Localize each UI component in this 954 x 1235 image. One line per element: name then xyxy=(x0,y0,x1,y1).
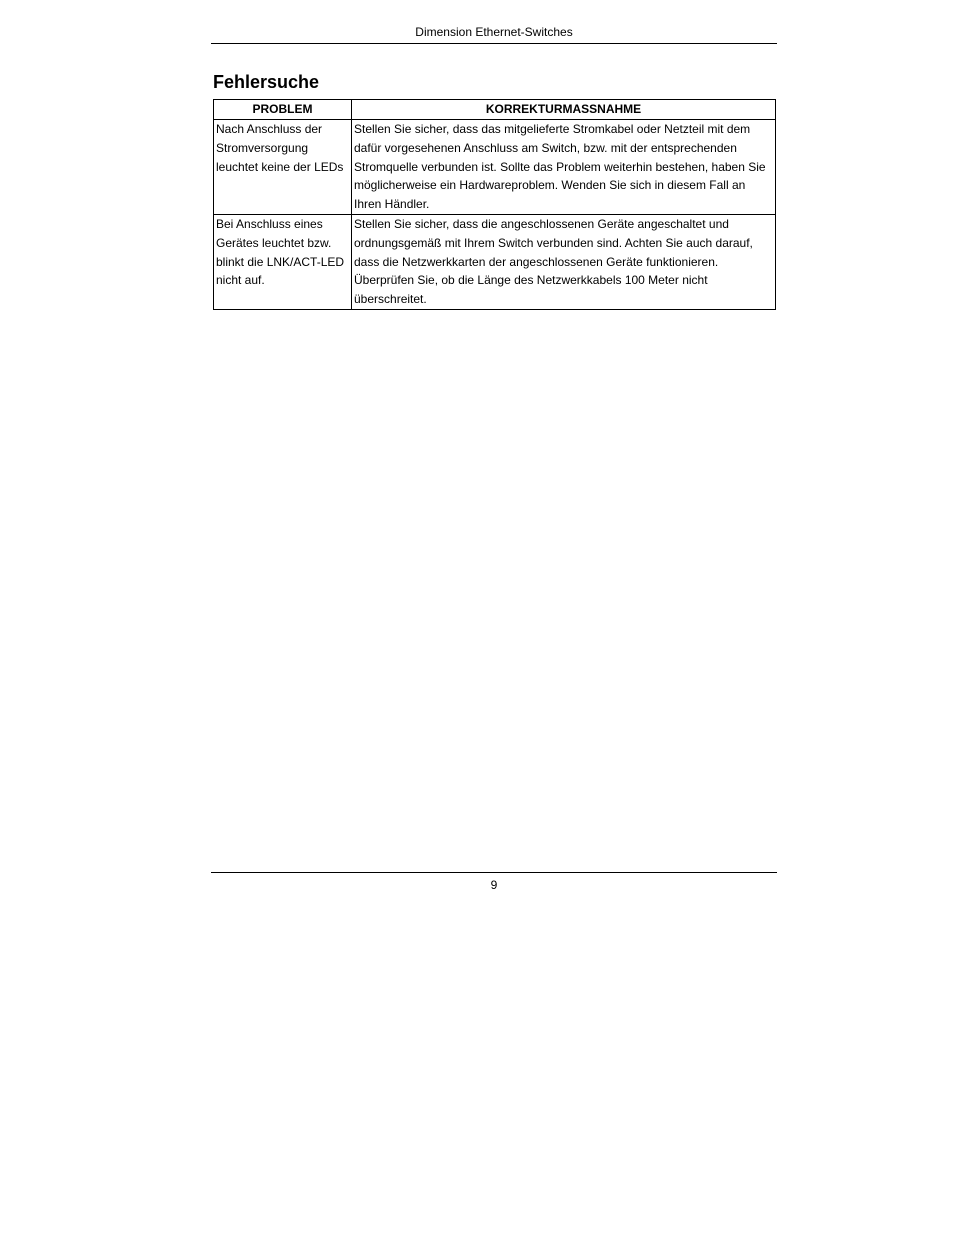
fix-cell: Stellen Sie sicher, dass die angeschlossenen Geräte angeschaltet und ordnungsgemäß mit Ihrem Switch verbunden sind. Achten Sie auch darauf, dass die Netzwerkkarten der angeschlossenen Geräte funktionieren. Überprüfen Sie, ob die Länge des Netzwerkkabels 100 Meter nicht überschreitet. xyxy=(352,214,776,309)
table-header-row xyxy=(214,100,776,120)
fix-cell: Stellen Sie sicher, dass das mitgelieferte Stromkabel oder Netzteil mit dem dafür vorgesehenen Anschluss am Switch, bzw. mit der entsprechenden Stromquelle verbunden ist. Sollte das Problem weiterhin bestehen, haben Sie möglicherweise ein Hardwareproblem. Wenden Sie sich in diesem Fall an Ihren Händler. xyxy=(352,120,776,215)
problem-cell: Bei Anschluss eines Gerätes leuchtet bzw. blinkt die LNK/ACT-LED nicht auf. xyxy=(214,214,352,309)
running-header: Dimension Ethernet-Switches xyxy=(415,25,573,39)
table-row xyxy=(214,120,776,215)
header-rule xyxy=(211,43,777,44)
footer-rule xyxy=(211,872,777,873)
page-number: 9 xyxy=(490,878,498,892)
table-row xyxy=(214,214,776,309)
section-title: Fehlersuche xyxy=(213,72,320,92)
column-header-problem: PROBLEM xyxy=(214,100,352,120)
column-header-fix: KORREKTURMASSNAHME xyxy=(352,100,776,120)
troubleshooting-table xyxy=(213,99,776,310)
problem-cell: Nach Anschluss der Stromversorgung leuchtet keine der LEDs xyxy=(214,120,352,215)
